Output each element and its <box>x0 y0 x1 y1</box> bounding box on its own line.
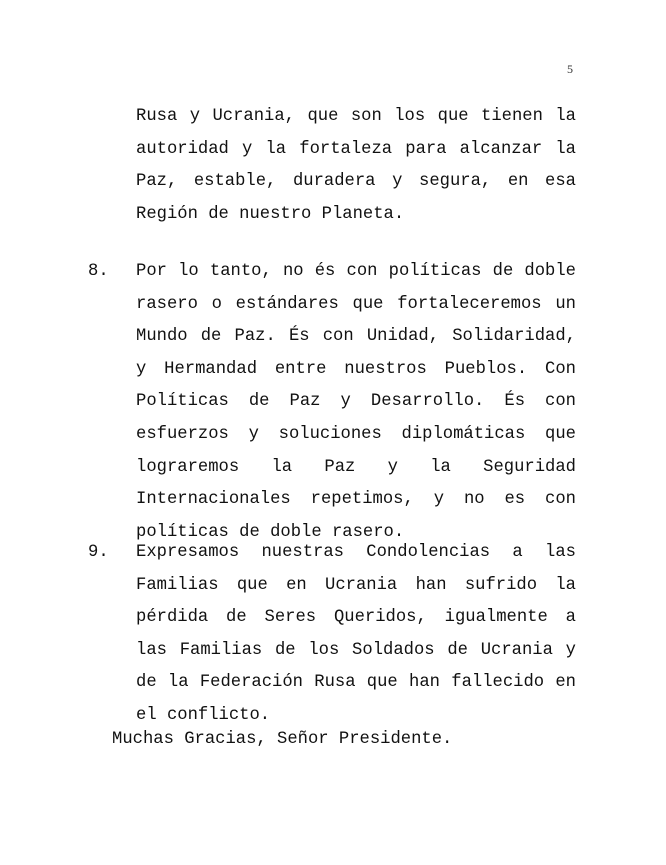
continuation-paragraph: Rusa y Ucrania, que son los que tienen la autoridad y la fortaleza para alcanzar la Paz, estable, duradera y segura, en esa Región de nuestro Planeta. <box>136 107 576 224</box>
item-number-9: 9. <box>88 543 109 562</box>
item-paragraph-9: Expresamos nuestras Condolencias a las Familias que en Ucrania han sufrido la pérdida de Seres Queridos, igualmente a las Familias de los Soldados de Ucrania y de la Federación Rusa que han fallecido en el conflicto. <box>136 543 576 725</box>
page-number: 5 <box>567 62 573 76</box>
item-paragraph-8: Por lo tanto, no és con políticas de doble rasero o estándares que fortaleceremos un Mundo de Paz. És con Unidad, Solidaridad, y Hermandad entre nuestros Pueblos. Con Políticas de Paz y Desarrollo. És con esfuerzos y soluciones diplomáticas que lograremos la Paz y la Seguridad Internacionales repetimos, y no es con políticas de doble rasero. <box>136 262 576 542</box>
item-number-8: 8. <box>88 262 109 281</box>
closing-line: Muchas Gracias, Señor Presidente. <box>112 730 453 749</box>
